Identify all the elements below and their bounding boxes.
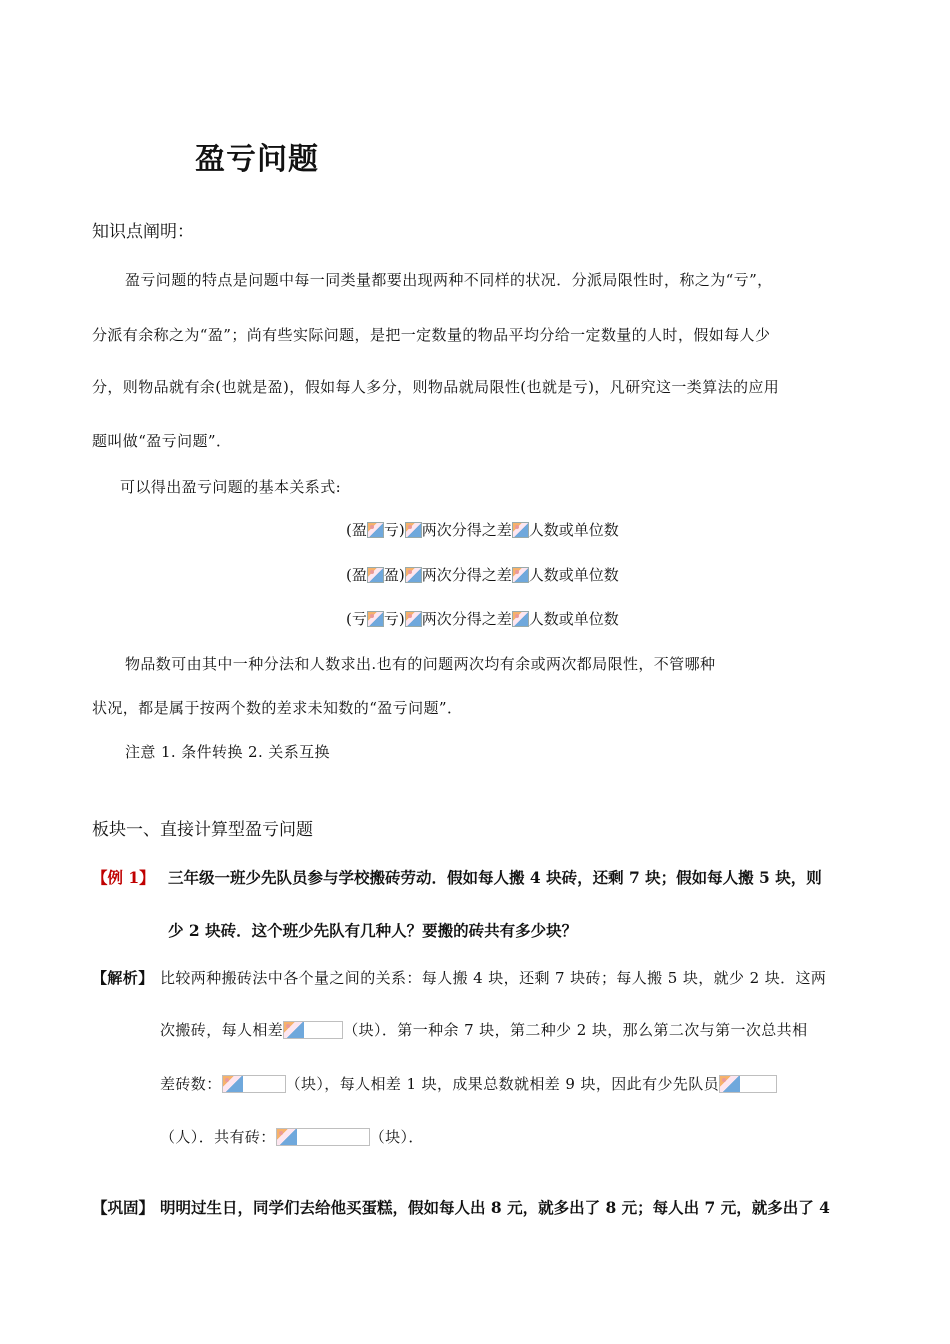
section1-heading: 板块一、直接计算型盈亏问题 bbox=[92, 820, 313, 840]
formula-image-icon bbox=[277, 1129, 297, 1145]
analysis-line3-a: 差砖数： bbox=[160, 1075, 222, 1093]
formula-1-a: (盈 bbox=[346, 521, 367, 539]
analysis-line2-a: 次搬砖，每人相差 bbox=[160, 1021, 284, 1039]
formula-1 bbox=[346, 519, 619, 540]
formula-2-c: 两次分得之差 bbox=[421, 566, 512, 584]
formula-image-icon bbox=[284, 1022, 304, 1038]
page-title: 盈亏问题 bbox=[195, 142, 319, 177]
knowledge-p2: 可以得出盈亏问题的基本关系式: bbox=[120, 478, 342, 496]
formula-1-d: 人数或单位数 bbox=[528, 521, 619, 539]
divide-symbol-image-icon bbox=[405, 567, 422, 583]
knowledge-p1-line1: 盈亏问题的特点是问题中每一同类量都要出现两种不同样的状况．分派局限性时，称之为“亏”， bbox=[125, 271, 773, 289]
equals-symbol-image-icon bbox=[512, 567, 529, 583]
equals-symbol-image-icon bbox=[512, 611, 529, 627]
example-tag: 【例 1】 bbox=[92, 868, 155, 887]
knowledge-p1-line4: 题叫做“盈亏问题”． bbox=[92, 432, 232, 450]
analysis-line3-b: （块），每人相差 1 块，成果总数就相差 9 块，因此有少先队员 bbox=[285, 1075, 720, 1093]
formula-2-b: 盈) bbox=[383, 566, 405, 584]
formula-image-box bbox=[283, 1021, 343, 1039]
formula-1-c: 两次分得之差 bbox=[421, 521, 512, 539]
knowledge-p3-line1: 物品数可由其中一种分法和人数求出.也有的问题两次均有余或两次都局限性，不管哪种 bbox=[125, 655, 716, 673]
consolidate-tag: 【巩固】 bbox=[92, 1198, 155, 1217]
knowledge-heading: 知识点阐明： bbox=[92, 222, 194, 242]
example-line1: 三年级一班少先队员参与学校搬砖劳动．假如每人搬 4 块砖，还剩 7 块；假如每人搬 5 块，则 bbox=[168, 868, 822, 887]
consolidate-line: 明明过生日，同学们去给他买蛋糕，假如每人出 8 元，就多出了 8 元；每人出 7 元，就多出了 4 bbox=[160, 1198, 830, 1217]
formula-2-d: 人数或单位数 bbox=[528, 566, 619, 584]
formula-image-box bbox=[276, 1128, 370, 1146]
formula-image-icon bbox=[223, 1076, 243, 1092]
formula-1-b: 亏) bbox=[383, 521, 405, 539]
analysis-line3 bbox=[160, 1073, 777, 1094]
minus-symbol-image-icon bbox=[367, 567, 384, 583]
analysis-line4-a: （人）．共有砖： bbox=[160, 1128, 276, 1146]
knowledge-note: 注意 1. 条件转换 2. 关系互换 bbox=[125, 743, 330, 761]
divide-symbol-image-icon bbox=[405, 522, 422, 538]
example-line2: 少 2 块砖．这个班少先队有几种人？要搬的砖共有多少块？ bbox=[168, 921, 578, 940]
formula-image-icon bbox=[720, 1076, 740, 1092]
formula-3-c: 两次分得之差 bbox=[421, 610, 512, 628]
divide-symbol-image-icon bbox=[405, 611, 422, 627]
knowledge-p1-line3: 分，则物品就有余(也就是盈)，假如每人多分，则物品就局限性(也就是亏)，凡研究这一类算法的应用 bbox=[92, 378, 780, 396]
minus-symbol-image-icon bbox=[367, 611, 384, 627]
formula-2-a: (盈 bbox=[346, 566, 367, 584]
formula-3-d: 人数或单位数 bbox=[528, 610, 619, 628]
analysis-tag: 【解析】 bbox=[92, 969, 154, 987]
analysis-line4 bbox=[160, 1126, 424, 1147]
formula-3-b: 亏) bbox=[383, 610, 405, 628]
analysis-line2 bbox=[160, 1019, 807, 1040]
formula-image-box bbox=[719, 1075, 777, 1093]
analysis-line1: 比较两种搬砖法中各个量之间的关系：每人搬 4 块，还剩 7 块砖；每人搬 5 块，就少 2 块．这两 bbox=[160, 969, 827, 987]
equals-symbol-image-icon bbox=[512, 522, 529, 538]
formula-3-a: (亏 bbox=[346, 610, 367, 628]
knowledge-p1-line2: 分派有余称之为“盈”；尚有些实际问题，是把一定数量的物品平均分给一定数量的人时，假如每人少 bbox=[92, 326, 771, 344]
minus-symbol-image-icon bbox=[367, 522, 384, 538]
formula-image-box bbox=[222, 1075, 286, 1093]
formula-3 bbox=[346, 608, 619, 629]
formula-2 bbox=[346, 564, 619, 585]
knowledge-p3-line2: 状况，都是属于按两个数的差求未知数的“盈亏问题”． bbox=[92, 699, 463, 717]
analysis-line4-b: （块）． bbox=[369, 1128, 424, 1146]
analysis-line2-b: （块）．第一种余 7 块，第二种少 2 块，那么第二次与第一次总共相 bbox=[343, 1021, 808, 1039]
